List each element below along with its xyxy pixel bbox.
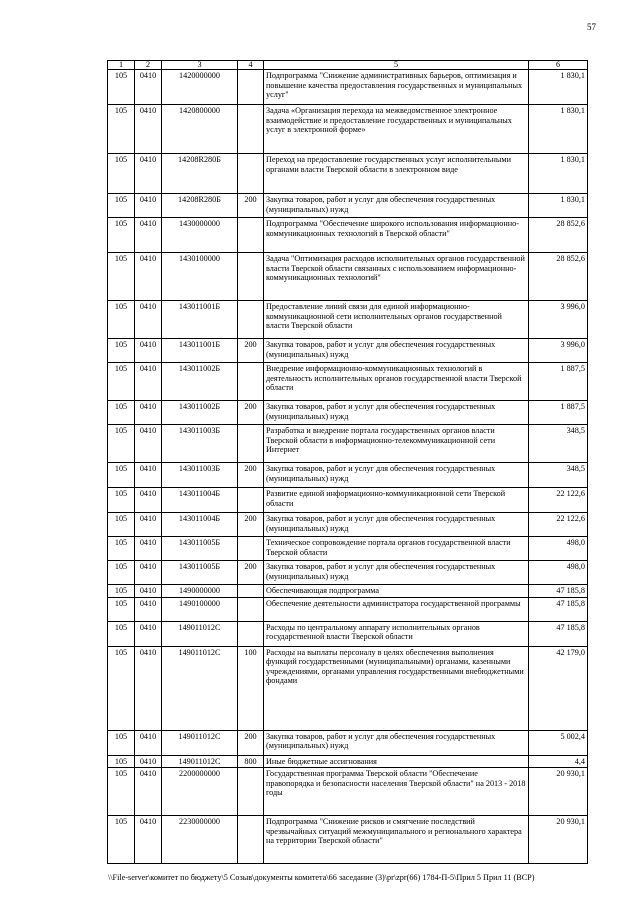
cell-c4 [238,768,264,816]
cell-c4 [238,621,264,646]
cell-c4: 100 [238,646,264,730]
cell-c5: Подпрограмма "Обеспечение широкого использования информационно-коммуникационных технологий в Тверской области" [264,218,529,253]
cell-c3: 143011001Б [162,339,238,363]
header-cell: 2 [135,61,162,70]
table-row [108,816,588,864]
cell-c4 [238,253,264,301]
table-row [108,597,588,621]
cell-c1: 105 [108,513,135,537]
table-row [108,70,588,105]
cell-c6: 28 852,6 [529,218,588,253]
cell-c5: Расходы на выплаты персоналу в целях обеспечения выполнения функций государственными (муниципальными) органами, казенными учреждениями, органами управления государственными внебюджетными фондами [264,646,529,730]
cell-c2: 0410 [135,488,162,513]
cell-c6: 22 122,6 [529,488,588,513]
table-row [108,253,588,301]
cell-c3: 2230000000 [162,816,238,864]
cell-c6: 498,0 [529,561,588,585]
header-row [108,61,588,70]
cell-c2: 0410 [135,301,162,339]
table-row [108,488,588,513]
cell-c4 [238,105,264,154]
table-row [108,105,588,154]
cell-c3: 149011012С [162,755,238,768]
cell-c3: 1430000000 [162,218,238,253]
cell-c1: 105 [108,463,135,488]
cell-c4 [238,363,264,401]
cell-c6: 1 830,1 [529,194,588,218]
cell-c3: 1420800000 [162,105,238,154]
cell-c1: 105 [108,105,135,154]
table-row [108,194,588,218]
cell-c6: 1 887,5 [529,363,588,401]
table-body [108,70,588,864]
cell-c2: 0410 [135,463,162,488]
cell-c4 [238,301,264,339]
cell-c5: Разработка и внедрение портала государственных органов власти Тверской области в информационно-телекоммуникационной сети Интернет [264,425,529,463]
cell-c5: Развитие единой информационно-коммуникационной сети Тверской области [264,488,529,513]
cell-c6: 1 830,1 [529,105,588,154]
cell-c2: 0410 [135,585,162,598]
cell-c5: Подпрограмма "Снижение рисков и смягчение последствий чрезвычайных ситуаций межмуниципального и регионального характера на территории Тверской области" [264,816,529,864]
cell-c4 [238,597,264,621]
cell-c3: 149011012С [162,730,238,755]
cell-c5: Закупка товаров, работ и услуг для обеспечения государственных (муниципальных) нужд [264,561,529,585]
cell-c2: 0410 [135,105,162,154]
cell-c2: 0410 [135,730,162,755]
header-cell: 4 [238,61,264,70]
cell-c2: 0410 [135,401,162,425]
cell-c1: 105 [108,768,135,816]
table-row [108,301,588,339]
table-row [108,425,588,463]
cell-c3: 14208R280Б [162,194,238,218]
cell-c1: 105 [108,253,135,301]
cell-c2: 0410 [135,363,162,401]
cell-c1: 105 [108,154,135,194]
cell-c6: 28 852,6 [529,253,588,301]
cell-c3: 1420000000 [162,70,238,105]
cell-c1: 105 [108,561,135,585]
cell-c1: 105 [108,363,135,401]
cell-c3: 1430100000 [162,253,238,301]
cell-c5: Иные бюджетные ассигнования [264,755,529,768]
cell-c2: 0410 [135,194,162,218]
cell-c1: 105 [108,401,135,425]
cell-c6: 1 887,5 [529,401,588,425]
cell-c3: 1490100000 [162,597,238,621]
cell-c2: 0410 [135,561,162,585]
cell-c1: 105 [108,339,135,363]
cell-c2: 0410 [135,70,162,105]
cell-c5: Государственная программа Тверской области "Обеспечение правопорядка и безопасности населения Тверской области" на 2013 - 2018 годы [264,768,529,816]
cell-c3: 149011012С [162,646,238,730]
cell-c1: 105 [108,301,135,339]
cell-c5: Внедрение информационно-коммуникационных технологий в деятельность исполнительных органов государственной власти Тверской области [264,363,529,401]
cell-c6: 4,4 [529,755,588,768]
cell-c5: Обеспечивающая подпрограмма [264,585,529,598]
table-row [108,401,588,425]
table-row [108,363,588,401]
cell-c1: 105 [108,585,135,598]
cell-c1: 105 [108,488,135,513]
table-row [108,646,588,730]
cell-c5: Обеспечение деятельности администратора государственной программы [264,597,529,621]
cell-c1: 105 [108,597,135,621]
cell-c4 [238,70,264,105]
cell-c5: Задача "Оптимизация расходов исполнительных органов государственной власти Тверской области связанных с использованием информационно-коммуникационных технологий" [264,253,529,301]
cell-c5: Закупка товаров, работ и услуг для обеспечения государственных (муниципальных) нужд [264,194,529,218]
cell-c3: 143011003Б [162,463,238,488]
cell-c1: 105 [108,816,135,864]
cell-c3: 14208R280Б [162,154,238,194]
cell-c6: 3 996,0 [529,301,588,339]
table-row [108,585,588,598]
cell-c4: 200 [238,339,264,363]
cell-c2: 0410 [135,537,162,561]
cell-c6: 42 179,0 [529,646,588,730]
table-row [108,621,588,646]
cell-c5: Задача «Организация перехода на межведомственное электронное взаимодействие и предоставление государственных и муниципальных услуг в электронной форме» [264,105,529,154]
cell-c2: 0410 [135,425,162,463]
cell-c4 [238,585,264,598]
cell-c5: Закупка товаров, работ и услуг для обеспечения государственных (муниципальных) нужд [264,401,529,425]
budget-table [107,60,588,864]
table-row [108,218,588,253]
cell-c2: 0410 [135,339,162,363]
cell-c4: 200 [238,401,264,425]
cell-c6: 22 122,6 [529,513,588,537]
header-cell: 1 [108,61,135,70]
cell-c1: 105 [108,425,135,463]
cell-c1: 105 [108,646,135,730]
cell-c3: 143011005Б [162,561,238,585]
cell-c3: 1490000000 [162,585,238,598]
cell-c3: 143011002Б [162,363,238,401]
cell-c6: 47 185,8 [529,621,588,646]
cell-c2: 0410 [135,621,162,646]
cell-c5: Предоставление линий связи для единой информационно-коммуникационной сети исполнительных органов государственной власти Тверской области [264,301,529,339]
cell-c4 [238,488,264,513]
cell-c5: Закупка товаров, работ и услуг для обеспечения государственных (муниципальных) нужд [264,339,529,363]
table-row [108,537,588,561]
cell-c3: 143011002Б [162,401,238,425]
cell-c4 [238,425,264,463]
table-row [108,730,588,755]
cell-c4: 200 [238,561,264,585]
cell-c3: 2200000000 [162,768,238,816]
cell-c1: 105 [108,70,135,105]
cell-c1: 105 [108,730,135,755]
cell-c4: 200 [238,730,264,755]
cell-c5: Закупка товаров, работ и услуг для обеспечения государственных (муниципальных) нужд [264,513,529,537]
cell-c1: 105 [108,194,135,218]
table-row [108,154,588,194]
cell-c4 [238,154,264,194]
cell-c6: 5 002,4 [529,730,588,755]
header-cell: 3 [162,61,238,70]
table-row [108,755,588,768]
cell-c2: 0410 [135,755,162,768]
cell-c6: 3 996,0 [529,339,588,363]
cell-c4: 200 [238,513,264,537]
cell-c4: 800 [238,755,264,768]
table-row [108,768,588,816]
header-cell: 6 [529,61,588,70]
cell-c6: 1 830,1 [529,154,588,194]
table-row [108,513,588,537]
table-row [108,463,588,488]
cell-c4: 200 [238,194,264,218]
cell-c5: Подпрограмма "Снижение административных барьеров, оптимизация и повышение качества предоставления государственных и муниципальных услуг" [264,70,529,105]
cell-c6: 1 830,1 [529,70,588,105]
cell-c4 [238,218,264,253]
cell-c5: Расходы по центральному аппарату исполнительных органов государственной власти Тверской области [264,621,529,646]
cell-c3: 143011005Б [162,537,238,561]
cell-c6: 20 930,1 [529,816,588,864]
cell-c5: Закупка товаров, работ и услуг для обеспечения государственных (муниципальных) нужд [264,730,529,755]
cell-c2: 0410 [135,253,162,301]
cell-c3: 143011003Б [162,425,238,463]
cell-c6: 348,5 [529,425,588,463]
cell-c1: 105 [108,537,135,561]
cell-c3: 143011001Б [162,301,238,339]
cell-c6: 20 930,1 [529,768,588,816]
cell-c2: 0410 [135,154,162,194]
page-number: 57 [587,22,596,32]
cell-c5: Переход на предоставление государственных услуг исполнительными органами власти Тверской области в электронном виде [264,154,529,194]
table-row [108,561,588,585]
cell-c6: 498,0 [529,537,588,561]
header-cell: 5 [264,61,529,70]
cell-c4: 200 [238,463,264,488]
file-path-footer: \\File-server\комитет по бюджету\5 Созыв\документы комитета\66 заседание (3)\pr\zpr(66) 1784-П-5\Прил 5 Прил 11 (ВСР) [108,873,535,882]
table-row [108,339,588,363]
cell-c2: 0410 [135,816,162,864]
cell-c6: 47 185,8 [529,585,588,598]
cell-c2: 0410 [135,646,162,730]
cell-c6: 348,5 [529,463,588,488]
cell-c2: 0410 [135,597,162,621]
cell-c5: Техническое сопровождение портала органов государственной власти Тверской области [264,537,529,561]
cell-c6: 47 185,8 [529,597,588,621]
cell-c4 [238,816,264,864]
cell-c3: 143011004Б [162,488,238,513]
cell-c1: 105 [108,755,135,768]
cell-c1: 105 [108,218,135,253]
cell-c1: 105 [108,621,135,646]
cell-c4 [238,537,264,561]
cell-c3: 149011012С [162,621,238,646]
cell-c2: 0410 [135,513,162,537]
cell-c2: 0410 [135,218,162,253]
cell-c2: 0410 [135,768,162,816]
cell-c3: 143011004Б [162,513,238,537]
cell-c5: Закупка товаров, работ и услуг для обеспечения государственных (муниципальных) нужд [264,463,529,488]
